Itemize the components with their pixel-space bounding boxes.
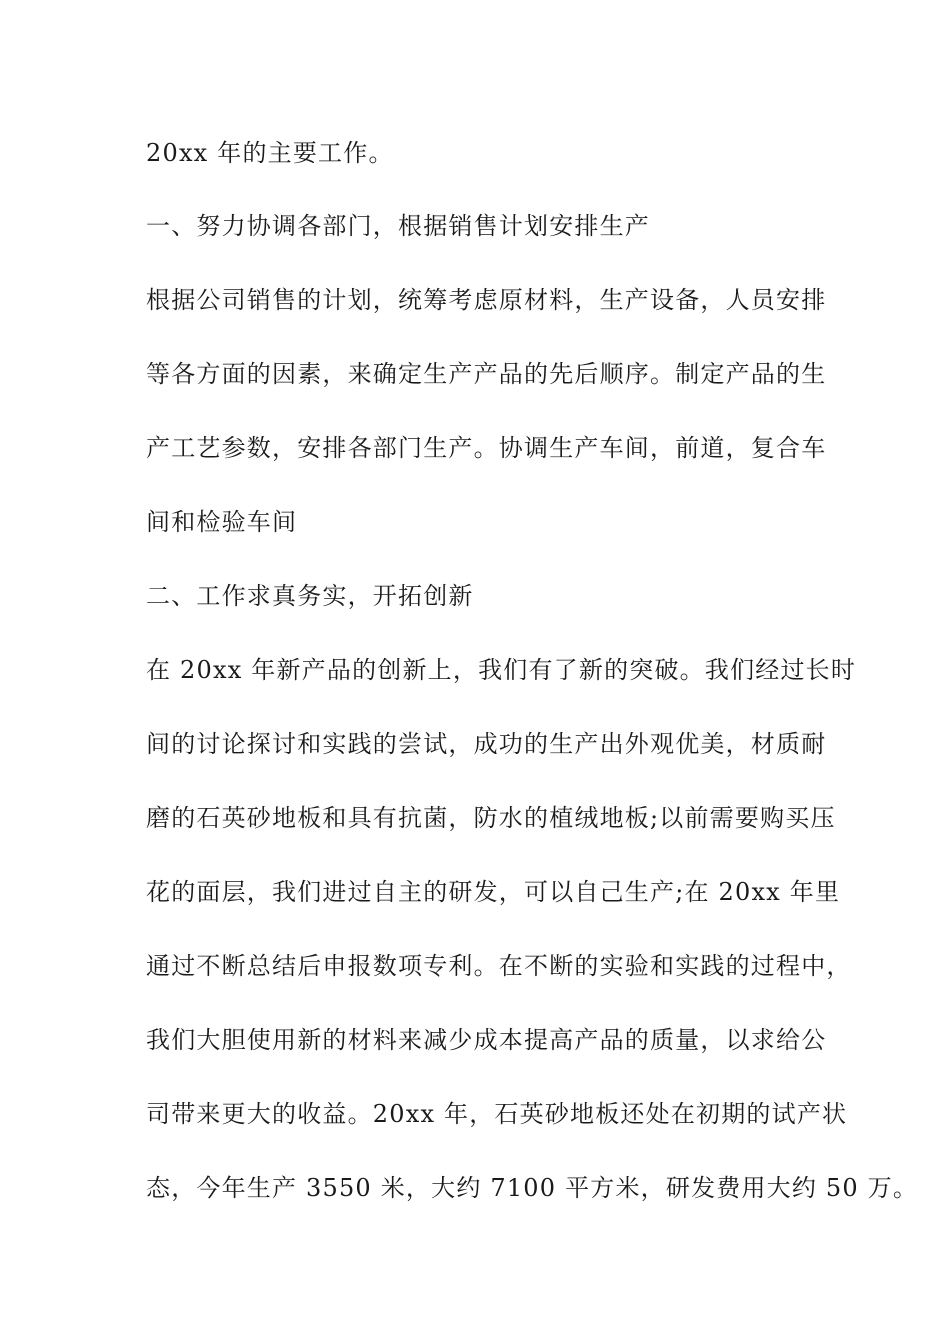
section-heading-1: 一、努力协调各部门，根据销售计划安排生产 bbox=[146, 212, 650, 240]
section-intro-line: 20xx 年的主要工作。 bbox=[146, 139, 394, 167]
paragraph-line: 在 20xx 年新产品的创新上，我们有了新的突破。我们经过长时 bbox=[146, 656, 857, 684]
paragraph-line: 通过不断总结后申报数项专利。在不断的实验和实践的过程中， bbox=[146, 952, 852, 980]
paragraph-line: 等各方面的因素，来确定生产产品的先后顺序。制定产品的生 bbox=[146, 360, 827, 388]
paragraph-line: 间的讨论探讨和实践的尝试，成功的生产出外观优美，材质耐 bbox=[146, 730, 827, 758]
paragraph-line: 司带来更大的收益。20xx 年，石英砂地板还处在初期的试产状 bbox=[146, 1100, 848, 1128]
paragraph-line: 间和检验车间 bbox=[146, 508, 298, 536]
paragraph-line: 我们大胆使用新的材料来减少成本提高产品的质量，以求给公 bbox=[146, 1026, 827, 1054]
paragraph-line: 花的面层，我们进过自主的研发，可以自己生产;在 20xx 年里 bbox=[146, 878, 841, 906]
paragraph-line: 磨的石英砂地板和具有抗菌，防水的植绒地板;以前需要购买压 bbox=[146, 804, 836, 832]
paragraph-line: 根据公司销售的计划，统筹考虑原材料，生产设备，人员安排 bbox=[146, 286, 827, 314]
section-heading-2: 二、工作求真务实，开拓创新 bbox=[146, 582, 474, 610]
paragraph-line: 态，今年生产 3550 米，大约 7100 平方米，研发费用大约 50 万。 bbox=[146, 1174, 919, 1202]
paragraph-line: 产工艺参数，安排各部门生产。协调生产车间，前道，复合车 bbox=[146, 434, 827, 462]
